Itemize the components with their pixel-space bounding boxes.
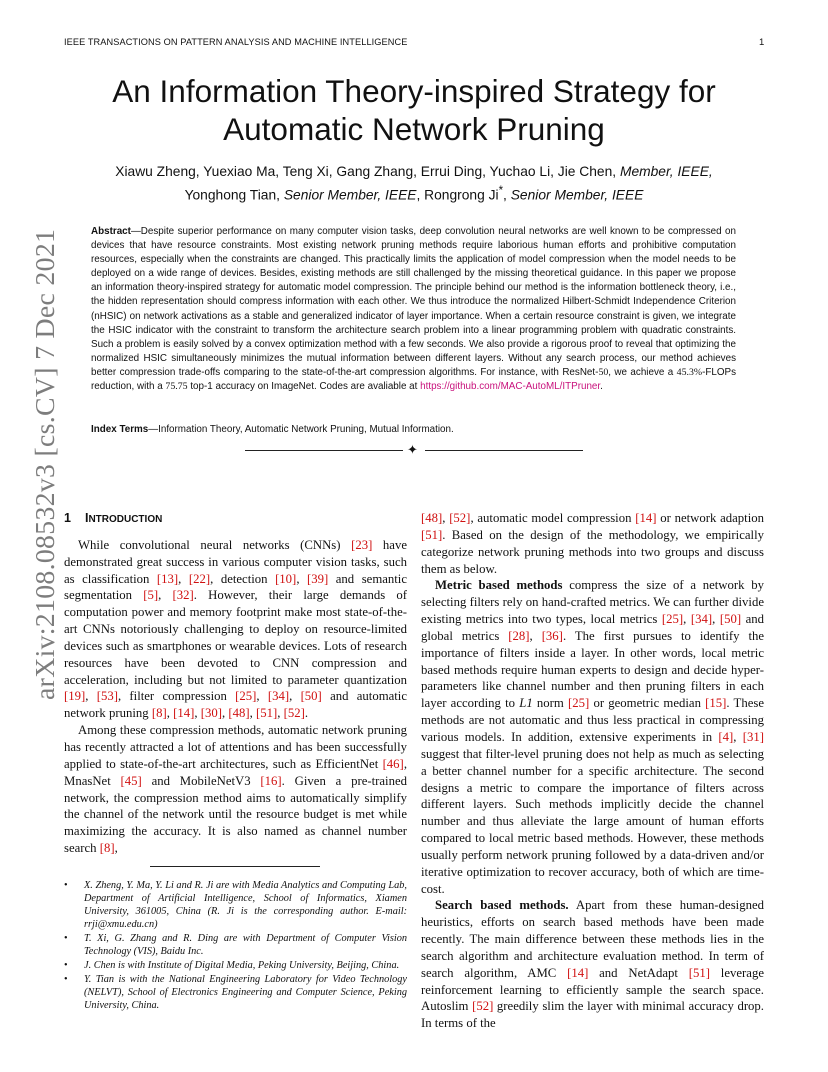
metric-based-text: , [683, 612, 691, 627]
citation-link[interactable]: [25] [568, 696, 590, 711]
intro-p2-text: . Given a pre-trained network, the compression method aims to automatically simplify the channel of the network until the resource budget is met while maximizing the accuracy. It is also named as channel number search [64, 773, 407, 856]
citation-link[interactable]: [45] [120, 773, 142, 788]
citation-link[interactable]: [39] [307, 571, 329, 586]
right-column [421, 510, 764, 1032]
footnote-item: • X. Zheng, Y. Ma, Y. Li and R. Ji are with Media Analytics and Computing Lab, Department of Artificial Intelligence, School of Informatics, Xiamen University, 361005, China (R. Ji is the corresponding author. E-mail: rrji@xmu.edu.cn) [64, 879, 407, 931]
code-repository-link[interactable]: https://github.com/MAC-AutoML/ITPruner [420, 381, 601, 393]
citation-link[interactable]: [30] [200, 706, 222, 721]
search-based-paragraph [421, 897, 764, 1032]
citation-link[interactable]: [19] [64, 689, 86, 704]
footnote-rule [150, 866, 320, 867]
abstract-label: Abstract [91, 226, 131, 237]
citation-link[interactable]: [8] [99, 841, 115, 856]
citation-link[interactable]: [10] [275, 571, 297, 586]
footnote-item: • T. Xi, G. Zhang and R. Ding are with Department of Computer Vision Technology (VIS), Baidu Inc. [64, 932, 407, 958]
intro-p1-text: , [85, 689, 97, 704]
citation-link[interactable]: [23] [351, 537, 373, 552]
citation-link[interactable]: [36] [541, 628, 563, 643]
metric-based-text: , [733, 729, 743, 744]
arxiv-identifier-stamp: arXiv:2108.08532v3 [cs.CV] 7 Dec 2021 [30, 228, 61, 700]
citation-link[interactable]: [52] [449, 511, 471, 525]
citation-link[interactable]: [52] [472, 999, 494, 1014]
math-symbol: L1 [519, 696, 533, 711]
intro-p1-text: , [158, 588, 173, 603]
author-role-1: Member, IEEE, [619, 164, 713, 179]
running-header-page-number: 1 [759, 37, 765, 48]
intro-p3-text: . Based on the design of the methodology, we empirically categorize network pruning methods into two groups and discuss them as below. [421, 527, 764, 576]
section-number: 1 [64, 511, 71, 525]
metric-based-paragraph [421, 577, 764, 897]
citation-link[interactable]: [34] [690, 612, 713, 627]
intro-p1-text: have demonstrated great success in various computer vision tasks, such as classification [64, 537, 407, 586]
intro-p1-text: , [194, 706, 201, 721]
section-title-initial: I [84, 511, 89, 525]
intro-paragraph-2 [64, 722, 407, 857]
search-based-text: and NetAdapt [588, 965, 689, 980]
section-title-rest: NTRODUCTION [88, 514, 163, 525]
metric-based-text: . The first pursues to identify the importance of filters inside a layer. In other words, local metric based methods require human experts to design and decide hyper-parameters like channel number and then pruning filters in each layer according to [421, 628, 765, 711]
intro-p1-text: , [249, 706, 256, 721]
citation-link[interactable]: [31] [742, 729, 765, 744]
abstract-top1-accuracy: 75.75 [165, 381, 188, 393]
intro-p1-text: , filter compression [117, 689, 236, 704]
citation-link[interactable]: [25] [661, 612, 684, 627]
authors-names-2a: Yonghong Tian, [184, 187, 280, 203]
citation-link[interactable]: [32] [172, 588, 194, 603]
citation-link[interactable]: [13] [156, 571, 179, 586]
index-terms-label: Index Terms [91, 424, 149, 435]
intro-p3-text: , [442, 511, 450, 525]
abstract-text-5: . [600, 381, 603, 393]
search-based-text: greedily slim the layer with minimal accuracy drop. In terms of the [421, 999, 764, 1031]
citation-link[interactable]: [51] [421, 527, 443, 542]
citation-link[interactable]: [50] [300, 689, 322, 704]
citation-link[interactable]: [51] [255, 706, 278, 721]
citation-link[interactable]: [15] [705, 696, 727, 711]
abstract-flops-reduction: 45.3% [676, 366, 703, 378]
separator-rule-left [245, 450, 403, 451]
abstract-text-4: top-1 accuracy on ImageNet. Codes are avaliable at [187, 381, 421, 393]
citation-link[interactable]: [48] [228, 706, 250, 721]
citation-link[interactable]: [22] [188, 571, 211, 586]
citation-link[interactable]: [8] [151, 706, 167, 721]
metric-based-heading: Metric based methods [435, 578, 563, 593]
intro-p1-text: , [289, 689, 301, 704]
abstract [91, 225, 736, 394]
intro-p1-text: While convolutional neural networks (CNNs) [78, 537, 352, 552]
metric-based-text: and global metrics [421, 612, 765, 643]
metric-based-text: , [529, 628, 542, 643]
authors-names-1: Xiawu Zheng, Yuexiao Ma, Teng Xi, Gang Zhang, Errui Ding, Yuchao Li, Jie Chen, [115, 164, 617, 179]
abstract-text-3: -FLOPs reduction, with a [91, 366, 737, 393]
authors-names-2b: , Rongrong Ji [416, 187, 499, 203]
intro-paragraph-1 [64, 537, 407, 722]
index-terms-text: —Information Theory, Automatic Network Pruning, Mutual Information. [148, 424, 454, 435]
intro-p1-text: , [166, 706, 174, 721]
author-line-1 [64, 163, 764, 182]
citation-link[interactable]: [28] [508, 628, 530, 643]
citation-link[interactable]: [48] [421, 511, 443, 525]
citation-link[interactable]: [16] [260, 773, 282, 788]
intro-p1-text: , [296, 571, 308, 586]
citation-link[interactable]: [25] [235, 689, 257, 704]
intro-p1-text: , [277, 706, 284, 721]
separator-rule-right [425, 450, 583, 451]
footnote-item: • J. Chen is with Institute of Digital Media, Peking University, Beijing, China. [64, 959, 407, 972]
index-terms [91, 423, 736, 437]
intro-p1-text: and semantic segmentation [64, 571, 408, 603]
authors-names-2c: , [503, 187, 507, 203]
metric-based-body [421, 578, 764, 895]
intro-p1-text: , [178, 571, 189, 586]
metric-based-text: or geometric median [589, 696, 706, 711]
author-role-2a: Senior Member, IEEE [283, 187, 417, 203]
intro-p1-text: , detection [210, 571, 276, 586]
citation-link[interactable]: [50] [719, 612, 742, 627]
section-heading-introduction [64, 510, 407, 529]
abstract-resnet-depth: 50 [598, 366, 609, 378]
paper-title: An Information Theory-inspired Strategy for Automatic Network Pruning [112, 73, 716, 147]
intro-p1-text: . [304, 706, 309, 721]
intro-p2-text: Among these compression methods, automatic network pruning has recently attracted a lot of attentions and has been successfully applied to state-of-the-art architectures, such as EfficientNet [64, 723, 407, 771]
citation-link[interactable]: [14] [567, 965, 589, 980]
citation-link[interactable]: [14] [635, 511, 657, 525]
author-line-2 [64, 182, 764, 205]
author-role-2b: Senior Member, IEEE [510, 187, 644, 203]
metric-based-text: suggest that filter-level pruning does not help as much as selecting a better channel number for a specific architecture. The second designs a metric to compare the importance of filters across different layers. Such methods implicitly decide the channel number and thus alleviate the large amount of human efforts compared to local metric based methods. However, these methods usually perform network pruning followed by a data-driven and/or iterative optimization to recover accuracy, both of which are time-cost. [421, 746, 764, 896]
citation-link[interactable]: [46] [382, 756, 404, 771]
abstract-text-2: , we achieve a [608, 366, 677, 378]
citation-link[interactable]: [53] [96, 689, 118, 704]
running-header-journal: IEEE TRANSACTIONS ON PATTERN ANALYSIS AND MACHINE INTELLIGENCE [64, 37, 408, 47]
left-column [64, 510, 407, 1013]
metric-based-text: compress the size of a network by selecting filters rely on hand-crafted metrics. We can further divide existing metrics into two types, local metrics [421, 578, 764, 627]
intro-p1-text: and automatic network pruning [64, 689, 408, 721]
separator-diamond-icon: ✦ [407, 442, 418, 457]
intro-p3-text: , automatic model compression [470, 511, 636, 525]
intro-p1-text: , [256, 689, 268, 704]
intro-p2-text: and MobileNetV3 [141, 773, 261, 788]
intro-p3-text: or network adaption [656, 511, 764, 525]
footnote-item: • Y. Tian is with the National Engineering Laboratory for Video Technology (NELVT), School of Electronics Engineering and Computer Science, Peking University, China. [64, 973, 407, 1012]
corresponding-author-mark: * [498, 184, 504, 197]
metric-based-text: norm [532, 696, 569, 711]
search-based-heading: Search based methods. [435, 898, 569, 913]
metric-based-text: . These methods are not automatic and thus less practical in compressing various models. In addition, extensive experiments in [421, 696, 764, 744]
intro-p1-text: , [221, 706, 229, 721]
abstract-text-1: —Despite superior performance on many computer vision tasks, deep convolution neural networks are well known to be compressed on devices that have resource constraints. Most existing network pruning methods require laborious human efforts and prohibitive computation resources, especially when the constraints are changed. This practically limits the application of model compression when the model needs to be deployed on a wide range of devices. Besides, existing methods are still challenged by the missing theoretical guidance. In this paper we propose an information theory-inspired strategy for automatic model compression. The principle behind our method is the information bottleneck theory, i.e., the hidden representation should compress information with each other. We thus introduce the normalized Hilbert-Schmidt Independence Criterion (nHSIC) on network activations as a stable and generalized indicator of layer importance. When a certain resource constraint is given, we integrate the HSIC indicator with the constraint to transform the architecture search problem into a linear programming problem with quadratic constraints. Such a problem is easily solved by a convex optimization method with a few seconds. We also provide a rigorous proof to reveal that optimizing the normalized HSIC simultaneously minimizes the mutual information between different layers. Without any search process, our method achieves better compression trade-offs comparing to the state-of-the-art compression algorithms. For instance, with ResNet- [91, 226, 736, 378]
intro-p1-text: . However, their large demands of computation power and memory footprint make most state-of-the-art CNNs notoriously challenging to deploy on resource-limited devices such as smartphones or wearable devices. Lots of research resources have been devoted to CNN compression and acceleration, including but not limited to parameter quantization [64, 588, 408, 687]
citation-link[interactable]: [52] [283, 706, 305, 721]
metric-based-text: , [712, 612, 720, 627]
citation-link[interactable]: [34] [267, 689, 290, 704]
citation-link[interactable]: [14] [173, 706, 195, 721]
intro-p2-text: , MnasNet [64, 756, 407, 788]
author-list [64, 163, 764, 205]
search-based-text: leverage reinforcement learning to efficiently sample the search space. Autoslim [421, 965, 764, 1014]
citation-link[interactable]: [51] [688, 965, 710, 980]
citation-link[interactable]: [4] [718, 729, 734, 744]
intro-paragraph-continued [421, 510, 764, 577]
intro-p2-text: , [114, 841, 118, 856]
affiliation-footnotes [64, 879, 407, 1012]
search-based-body [421, 898, 764, 1030]
citation-link[interactable]: [5] [143, 588, 159, 603]
search-based-text: Apart from these human-designed heuristics, efforts on search based methods have been made recently. The main difference between these methods lies in the search algorithm and architecture evaluation method. In term of search algorithm, AMC [421, 898, 765, 980]
